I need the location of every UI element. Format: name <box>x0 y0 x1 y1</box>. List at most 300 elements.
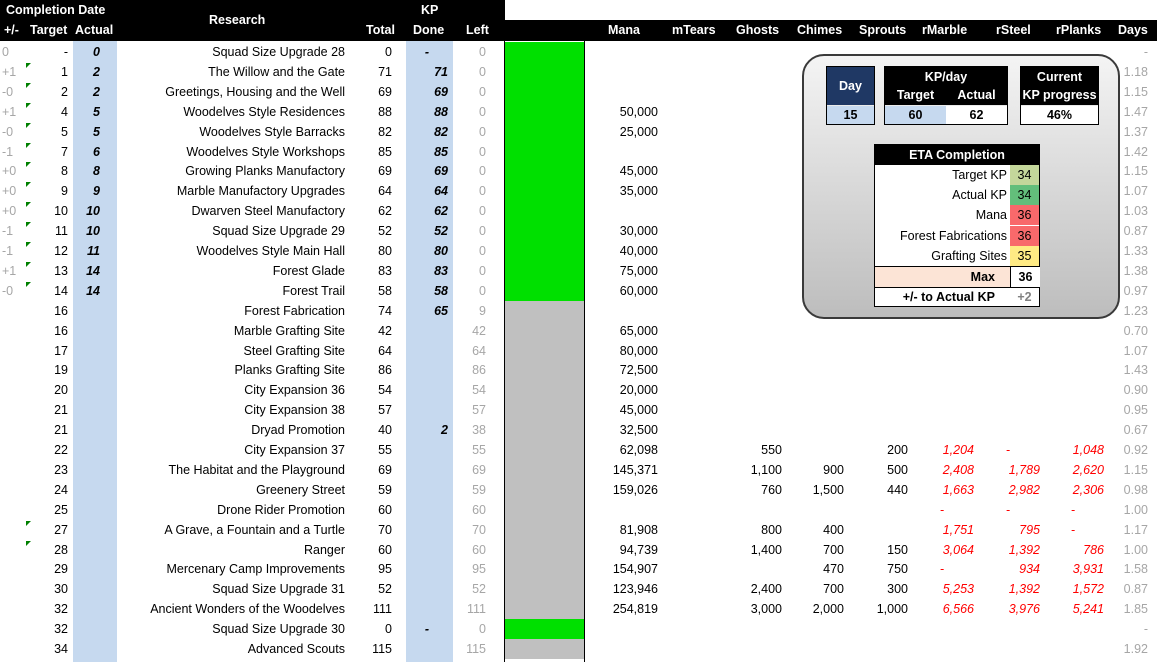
cell-mtears[interactable] <box>660 480 720 500</box>
cell-ghosts[interactable] <box>722 559 782 579</box>
cell-total[interactable]: 83 <box>378 263 392 278</box>
cell-total[interactable]: 80 <box>378 244 392 258</box>
cell-target[interactable]: 28 <box>54 542 68 557</box>
cell-rmarble[interactable] <box>910 380 974 400</box>
cell-mana[interactable]: 72,500 <box>619 363 658 378</box>
cell-days[interactable]: 0.90 <box>1123 383 1148 398</box>
cell-rplanks[interactable]: 786 <box>1083 542 1104 557</box>
cell-rsteel[interactable] <box>976 321 1040 341</box>
cell-actual[interactable]: 8 <box>93 164 100 179</box>
cell-target[interactable]: 24 <box>54 482 68 497</box>
cell-ghosts[interactable] <box>722 122 782 142</box>
cell-left[interactable]: 38 <box>472 423 486 438</box>
cell-chimes[interactable]: 470 <box>823 562 844 577</box>
cell-rmarble[interactable]: 1,663 <box>942 482 974 497</box>
cell-research[interactable]: Drone Rider Promotion <box>217 502 345 517</box>
cell-actual[interactable] <box>73 540 100 560</box>
cell-left[interactable]: 0 <box>479 45 486 59</box>
cell-days[interactable]: 1.23 <box>1123 303 1148 318</box>
cell-left[interactable]: 86 <box>472 363 486 378</box>
cell-mtears[interactable] <box>660 460 720 480</box>
cell-rplanks[interactable] <box>1042 420 1104 440</box>
cell-rsteel[interactable] <box>976 341 1040 361</box>
cell-actual[interactable]: 10 <box>86 204 100 219</box>
cell-left[interactable]: 0 <box>479 263 486 278</box>
cell-mana[interactable]: 35,000 <box>619 184 658 199</box>
cell-done[interactable]: 65 <box>434 303 448 318</box>
cell-pm[interactable] <box>2 480 24 500</box>
cell-mana[interactable]: 25,000 <box>619 124 658 139</box>
cell-ghosts[interactable]: 760 <box>761 482 782 497</box>
cell-research[interactable]: Marble Grafting Site <box>233 323 345 338</box>
cell-research[interactable]: Advanced Scouts <box>247 642 345 656</box>
cell-rplanks[interactable]: 2,306 <box>1072 482 1104 497</box>
cell-mtears[interactable] <box>660 181 720 201</box>
cell-total[interactable]: 54 <box>378 383 392 398</box>
cell-mana[interactable] <box>590 619 658 639</box>
cell-mtears[interactable] <box>660 221 720 241</box>
cell-total[interactable]: 64 <box>378 343 392 358</box>
cell-chimes[interactable] <box>784 440 844 460</box>
cell-rplanks[interactable]: 2,620 <box>1072 462 1104 477</box>
cell-actual[interactable]: 14 <box>86 263 100 278</box>
cell-pm[interactable]: -0 <box>2 84 14 99</box>
cell-actual[interactable]: 10 <box>86 224 100 239</box>
cell-done[interactable] <box>406 579 448 599</box>
cell-research[interactable]: Woodelves Style Barracks <box>199 124 345 139</box>
cell-ghosts[interactable] <box>722 500 782 520</box>
cell-days[interactable]: 0.70 <box>1123 323 1148 338</box>
cell-sprouts[interactable]: 440 <box>887 482 908 497</box>
cell-total[interactable]: 42 <box>378 323 392 338</box>
cell-target[interactable]: 7 <box>61 144 68 159</box>
cell-rmarble[interactable]: - <box>939 562 945 577</box>
cell-chimes[interactable] <box>784 639 844 659</box>
cell-pm[interactable] <box>2 321 24 341</box>
cell-days[interactable]: 1.85 <box>1123 602 1148 617</box>
cell-research[interactable]: Marble Manufactory Upgrades <box>176 184 345 199</box>
cell-mtears[interactable] <box>660 62 720 82</box>
cell-rmarble[interactable]: 3,064 <box>942 542 974 557</box>
cell-pm[interactable]: +1 <box>2 104 17 119</box>
cell-sprouts[interactable] <box>846 639 908 659</box>
cell-ghosts[interactable] <box>722 341 782 361</box>
cell-rmarble[interactable] <box>910 420 974 440</box>
cell-ghosts[interactable] <box>722 321 782 341</box>
cell-mana[interactable]: 30,000 <box>619 224 658 239</box>
cell-mana[interactable]: 159,026 <box>612 482 658 497</box>
cell-pm[interactable]: +0 <box>2 164 17 179</box>
cell-ghosts[interactable] <box>722 380 782 400</box>
cell-left[interactable]: 52 <box>472 582 486 597</box>
cell-mana[interactable]: 123,946 <box>612 582 658 597</box>
cell-total[interactable]: 115 <box>372 642 392 656</box>
cell-mana[interactable]: 254,819 <box>612 602 658 617</box>
cell-target[interactable]: 21 <box>54 403 68 418</box>
cell-mtears[interactable] <box>660 241 720 261</box>
cell-actual[interactable] <box>73 360 100 380</box>
cell-sprouts[interactable] <box>846 360 908 380</box>
cell-target[interactable]: 16 <box>54 323 68 338</box>
cell-done[interactable]: 2 <box>441 423 448 438</box>
cell-days[interactable]: 1.38 <box>1123 263 1148 278</box>
cell-ghosts[interactable] <box>722 261 782 281</box>
cell-done[interactable]: 69 <box>434 164 448 179</box>
cell-sprouts[interactable] <box>846 400 908 420</box>
cell-research[interactable]: Steel Grafting Site <box>243 343 345 358</box>
cell-research[interactable]: Squad Size Upgrade 29 <box>212 224 345 239</box>
cell-left[interactable]: 69 <box>472 462 486 477</box>
cell-total[interactable]: 74 <box>378 303 392 318</box>
cell-left[interactable]: 115 <box>466 642 486 656</box>
cell-rsteel[interactable] <box>976 400 1040 420</box>
cell-actual[interactable]: 5 <box>93 104 100 119</box>
cell-mtears[interactable] <box>660 102 720 122</box>
cell-target[interactable]: 1 <box>61 64 68 79</box>
cell-research[interactable]: A Grave, a Fountain and a Turtle <box>164 522 345 537</box>
cell-rsteel[interactable]: 1,789 <box>1008 462 1040 477</box>
cell-done[interactable]: 52 <box>434 224 448 239</box>
cell-total[interactable]: 69 <box>378 462 392 477</box>
cell-mana[interactable] <box>590 500 658 520</box>
cell-mtears[interactable] <box>660 599 720 619</box>
cell-mana[interactable]: 80,000 <box>619 343 658 358</box>
cell-done[interactable] <box>406 599 448 619</box>
cell-done[interactable]: 71 <box>434 64 448 79</box>
cell-done[interactable] <box>406 520 448 540</box>
cell-rplanks[interactable] <box>1042 321 1104 341</box>
cell-days[interactable]: - <box>1143 622 1148 637</box>
cell-days[interactable]: 1.03 <box>1123 204 1148 219</box>
cell-target[interactable]: 8 <box>61 164 68 179</box>
cell-rmarble[interactable]: 2,408 <box>942 462 974 477</box>
cell-actual[interactable] <box>73 460 100 480</box>
cell-actual[interactable] <box>73 321 100 341</box>
cell-actual[interactable]: 14 <box>86 283 100 298</box>
cell-research[interactable]: Forest Fabrication <box>244 303 345 318</box>
cell-pm[interactable]: -0 <box>2 124 14 139</box>
cell-ghosts[interactable] <box>722 142 782 162</box>
cell-done[interactable] <box>406 321 448 341</box>
cell-pm[interactable] <box>2 540 24 560</box>
cell-done[interactable]: 62 <box>434 204 448 219</box>
cell-sprouts[interactable]: 500 <box>887 462 908 477</box>
cell-rplanks[interactable] <box>1042 639 1104 659</box>
cell-actual[interactable] <box>73 400 100 420</box>
cell-ghosts[interactable] <box>722 400 782 420</box>
cell-chimes[interactable] <box>784 500 844 520</box>
cell-pm[interactable] <box>2 420 24 440</box>
cell-chimes[interactable] <box>784 380 844 400</box>
cell-done[interactable] <box>406 341 448 361</box>
cell-target[interactable]: 22 <box>54 443 68 457</box>
cell-target[interactable]: - <box>63 45 68 59</box>
cell-total[interactable]: 85 <box>378 144 392 159</box>
cell-actual[interactable] <box>73 639 100 659</box>
cell-chimes[interactable] <box>784 341 844 361</box>
cell-days[interactable]: 1.07 <box>1123 343 1148 358</box>
cell-left[interactable]: 70 <box>472 522 486 537</box>
cell-done[interactable]: 88 <box>434 104 448 119</box>
cell-done[interactable]: 82 <box>434 124 448 139</box>
cell-left[interactable]: 55 <box>472 443 486 457</box>
cell-mana[interactable]: 45,000 <box>619 403 658 418</box>
cell-ghosts[interactable] <box>722 619 782 639</box>
cell-mana[interactable]: 50,000 <box>619 104 658 119</box>
cell-rmarble[interactable] <box>910 639 974 659</box>
cell-pm[interactable] <box>2 460 24 480</box>
cell-days[interactable]: 1.07 <box>1123 184 1148 199</box>
cell-mtears[interactable] <box>660 440 720 460</box>
cell-rplanks[interactable]: - <box>1070 502 1076 517</box>
cell-research[interactable]: Greetings, Housing and the Well <box>165 84 345 99</box>
cell-chimes[interactable]: 1,500 <box>812 482 844 497</box>
cell-rmarble[interactable] <box>910 360 974 380</box>
cell-rsteel[interactable] <box>976 380 1040 400</box>
cell-days[interactable]: 1.15 <box>1123 84 1148 99</box>
cell-ghosts[interactable] <box>722 639 782 659</box>
cell-rplanks[interactable]: - <box>1070 522 1076 537</box>
cell-mtears[interactable] <box>660 500 720 520</box>
cell-done[interactable] <box>406 500 448 520</box>
cell-done[interactable] <box>406 639 448 659</box>
cell-chimes[interactable] <box>784 619 844 639</box>
cell-pm[interactable] <box>2 380 24 400</box>
cell-done[interactable] <box>406 440 448 460</box>
cell-target[interactable]: 23 <box>54 462 68 477</box>
cell-pm[interactable]: 0 <box>2 45 9 59</box>
cell-left[interactable]: 95 <box>472 562 486 577</box>
cell-left[interactable]: 54 <box>472 383 486 398</box>
cell-rmarble[interactable] <box>910 400 974 420</box>
cell-left[interactable]: 0 <box>479 144 486 159</box>
cell-chimes[interactable]: 400 <box>823 522 844 537</box>
cell-left[interactable]: 0 <box>479 283 486 298</box>
cell-days[interactable]: 1.42 <box>1123 144 1148 159</box>
cell-mana[interactable]: 40,000 <box>619 244 658 258</box>
cell-done[interactable] <box>406 400 448 420</box>
cell-days[interactable]: 1.00 <box>1123 502 1148 517</box>
cell-actual[interactable] <box>73 420 100 440</box>
cell-target[interactable]: 14 <box>54 283 68 298</box>
cell-rplanks[interactable] <box>1042 380 1104 400</box>
cell-rsteel[interactable] <box>976 639 1040 659</box>
cell-total[interactable]: 40 <box>378 423 392 438</box>
cell-ghosts[interactable] <box>722 181 782 201</box>
cell-actual[interactable] <box>73 380 100 400</box>
cell-sprouts[interactable] <box>846 619 908 639</box>
cell-ghosts[interactable] <box>722 360 782 380</box>
cell-days[interactable]: 1.37 <box>1123 124 1148 139</box>
cell-days[interactable]: 0.67 <box>1123 423 1148 438</box>
cell-research[interactable]: Woodelves Style Workshops <box>186 144 345 159</box>
cell-days[interactable]: 0.92 <box>1123 443 1148 457</box>
cell-target[interactable]: 13 <box>54 263 68 278</box>
cell-total[interactable]: 59 <box>378 482 392 497</box>
cell-ghosts[interactable] <box>722 241 782 261</box>
cell-mana[interactable] <box>590 62 658 82</box>
cell-done[interactable] <box>406 380 448 400</box>
cell-mana[interactable]: 94,739 <box>619 542 658 557</box>
cell-left[interactable]: 0 <box>479 204 486 219</box>
cell-research[interactable]: Growing Planks Manufactory <box>185 164 345 179</box>
cell-mana[interactable]: 65,000 <box>619 323 658 338</box>
cell-mtears[interactable] <box>660 122 720 142</box>
cell-sprouts[interactable]: 750 <box>887 562 908 577</box>
cell-days[interactable]: 1.58 <box>1123 562 1148 577</box>
cell-mtears[interactable] <box>660 520 720 540</box>
cell-rplanks[interactable] <box>1042 360 1104 380</box>
cell-chimes[interactable]: 700 <box>823 582 844 597</box>
cell-total[interactable]: 64 <box>378 184 392 199</box>
cell-ghosts[interactable] <box>722 62 782 82</box>
cell-done[interactable]: 83 <box>434 263 448 278</box>
cell-total[interactable]: 0 <box>385 622 392 637</box>
cell-days[interactable]: 1.47 <box>1123 104 1148 119</box>
cell-days[interactable]: 1.33 <box>1123 244 1148 258</box>
cell-actual[interactable] <box>73 440 100 460</box>
cell-total[interactable]: 71 <box>378 64 392 79</box>
cell-target[interactable]: 5 <box>61 124 68 139</box>
cell-chimes[interactable] <box>784 321 844 341</box>
cell-ghosts[interactable]: 550 <box>761 443 782 457</box>
cell-actual[interactable] <box>73 341 100 361</box>
cell-total[interactable]: 55 <box>378 443 392 457</box>
cell-rmarble[interactable]: 1,204 <box>942 443 974 457</box>
cell-days[interactable]: 1.00 <box>1123 542 1148 557</box>
cell-days[interactable]: 1.15 <box>1123 164 1148 179</box>
cell-pm[interactable] <box>2 341 24 361</box>
cell-research[interactable]: The Habitat and the Playground <box>168 462 345 477</box>
cell-research[interactable]: Squad Size Upgrade 31 <box>212 582 345 597</box>
cell-actual[interactable] <box>73 579 100 599</box>
cell-mtears[interactable] <box>660 400 720 420</box>
cell-research[interactable]: City Expansion 36 <box>244 383 345 398</box>
cell-done[interactable]: - <box>424 45 430 59</box>
cell-actual[interactable]: 6 <box>93 144 100 159</box>
cell-ghosts[interactable] <box>722 82 782 102</box>
cell-days[interactable]: 1.15 <box>1123 462 1148 477</box>
cell-mana[interactable] <box>590 201 658 221</box>
cell-rsteel[interactable] <box>976 619 1040 639</box>
cell-research[interactable]: Greenery Street <box>256 482 345 497</box>
cell-pm[interactable]: +1 <box>2 64 17 79</box>
cell-pm[interactable]: -1 <box>2 144 14 159</box>
cell-target[interactable]: 11 <box>55 224 68 239</box>
cell-mana[interactable] <box>590 42 658 62</box>
cell-ghosts[interactable] <box>722 221 782 241</box>
cell-days[interactable]: 1.18 <box>1123 64 1148 79</box>
cell-target[interactable]: 29 <box>54 562 68 577</box>
cell-mana[interactable] <box>590 301 658 321</box>
cell-done[interactable] <box>406 460 448 480</box>
cell-sprouts[interactable]: 300 <box>887 582 908 597</box>
cell-sprouts[interactable]: 1,000 <box>876 602 908 617</box>
cell-chimes[interactable] <box>784 400 844 420</box>
cell-mtears[interactable] <box>660 341 720 361</box>
cell-research[interactable]: City Expansion 37 <box>244 443 345 457</box>
cell-actual[interactable] <box>73 559 100 579</box>
cell-days[interactable]: 1.43 <box>1123 363 1148 378</box>
cell-sprouts[interactable] <box>846 420 908 440</box>
cell-mana[interactable]: 62,098 <box>619 443 658 457</box>
cell-left[interactable]: 0 <box>479 104 486 119</box>
cell-ghosts[interactable] <box>722 102 782 122</box>
cell-target[interactable]: 27 <box>54 522 68 537</box>
cell-mtears[interactable] <box>660 420 720 440</box>
cell-mana[interactable]: 75,000 <box>619 263 658 278</box>
cell-rplanks[interactable]: 5,241 <box>1072 602 1104 617</box>
cell-rplanks[interactable]: 3,931 <box>1072 562 1104 577</box>
cell-left[interactable]: 0 <box>479 244 486 258</box>
cell-pm[interactable]: -1 <box>2 224 14 239</box>
cell-ghosts[interactable] <box>722 42 782 62</box>
cell-ghosts[interactable] <box>722 161 782 181</box>
cell-mtears[interactable] <box>660 201 720 221</box>
cell-ghosts[interactable]: 1,100 <box>750 462 782 477</box>
cell-research[interactable]: Squad Size Upgrade 28 <box>212 45 345 59</box>
cell-mana[interactable] <box>590 82 658 102</box>
cell-done[interactable]: 85 <box>434 144 448 159</box>
cell-target[interactable]: 12 <box>54 244 68 258</box>
cell-rsteel[interactable]: 2,982 <box>1008 482 1040 497</box>
cell-total[interactable]: 86 <box>378 363 392 378</box>
cell-target[interactable]: 17 <box>54 343 68 358</box>
cell-actual[interactable] <box>73 520 100 540</box>
cell-target[interactable]: 9 <box>61 184 68 199</box>
cell-actual[interactable] <box>73 480 100 500</box>
cell-left[interactable]: 0 <box>479 224 486 239</box>
cell-mtears[interactable] <box>660 579 720 599</box>
cell-target[interactable]: 25 <box>54 502 68 517</box>
cell-target[interactable]: 10 <box>54 204 68 219</box>
cell-actual[interactable]: 2 <box>93 84 100 99</box>
cell-total[interactable]: 69 <box>378 164 392 179</box>
cell-done[interactable]: 69 <box>434 84 448 99</box>
cell-research[interactable]: Dwarven Steel Manufactory <box>191 204 345 219</box>
cell-done[interactable]: 64 <box>434 184 448 199</box>
cell-days[interactable]: 0.87 <box>1123 582 1148 597</box>
cell-rmarble[interactable] <box>910 321 974 341</box>
cell-target[interactable]: 21 <box>54 423 68 438</box>
cell-total[interactable]: 52 <box>378 582 392 597</box>
cell-actual[interactable]: 11 <box>87 244 100 258</box>
cell-total[interactable]: 57 <box>378 403 392 418</box>
cell-rmarble[interactable]: 1,751 <box>942 522 974 537</box>
cell-left[interactable]: 42 <box>472 323 486 338</box>
cell-chimes[interactable] <box>784 360 844 380</box>
cell-ghosts[interactable] <box>722 420 782 440</box>
cell-days[interactable]: - <box>1143 45 1148 59</box>
cell-chimes[interactable]: 2,000 <box>812 602 844 617</box>
cell-sprouts[interactable] <box>846 341 908 361</box>
cell-mtears[interactable] <box>660 639 720 659</box>
cell-pm[interactable] <box>2 360 24 380</box>
cell-research[interactable]: Planks Grafting Site <box>234 363 345 378</box>
cell-pm[interactable] <box>2 440 24 460</box>
cell-mtears[interactable] <box>660 161 720 181</box>
cell-mana[interactable]: 154,907 <box>612 562 658 577</box>
cell-total[interactable]: 69 <box>378 84 392 99</box>
cell-pm[interactable] <box>2 500 24 520</box>
cell-research[interactable]: Mercenary Camp Improvements <box>166 562 345 577</box>
cell-ghosts[interactable]: 800 <box>761 522 782 537</box>
cell-sprouts[interactable] <box>846 520 908 540</box>
cell-mana[interactable]: 20,000 <box>619 383 658 398</box>
cell-target[interactable]: 2 <box>61 84 68 99</box>
cell-sprouts[interactable] <box>846 321 908 341</box>
cell-pm[interactable] <box>2 400 24 420</box>
